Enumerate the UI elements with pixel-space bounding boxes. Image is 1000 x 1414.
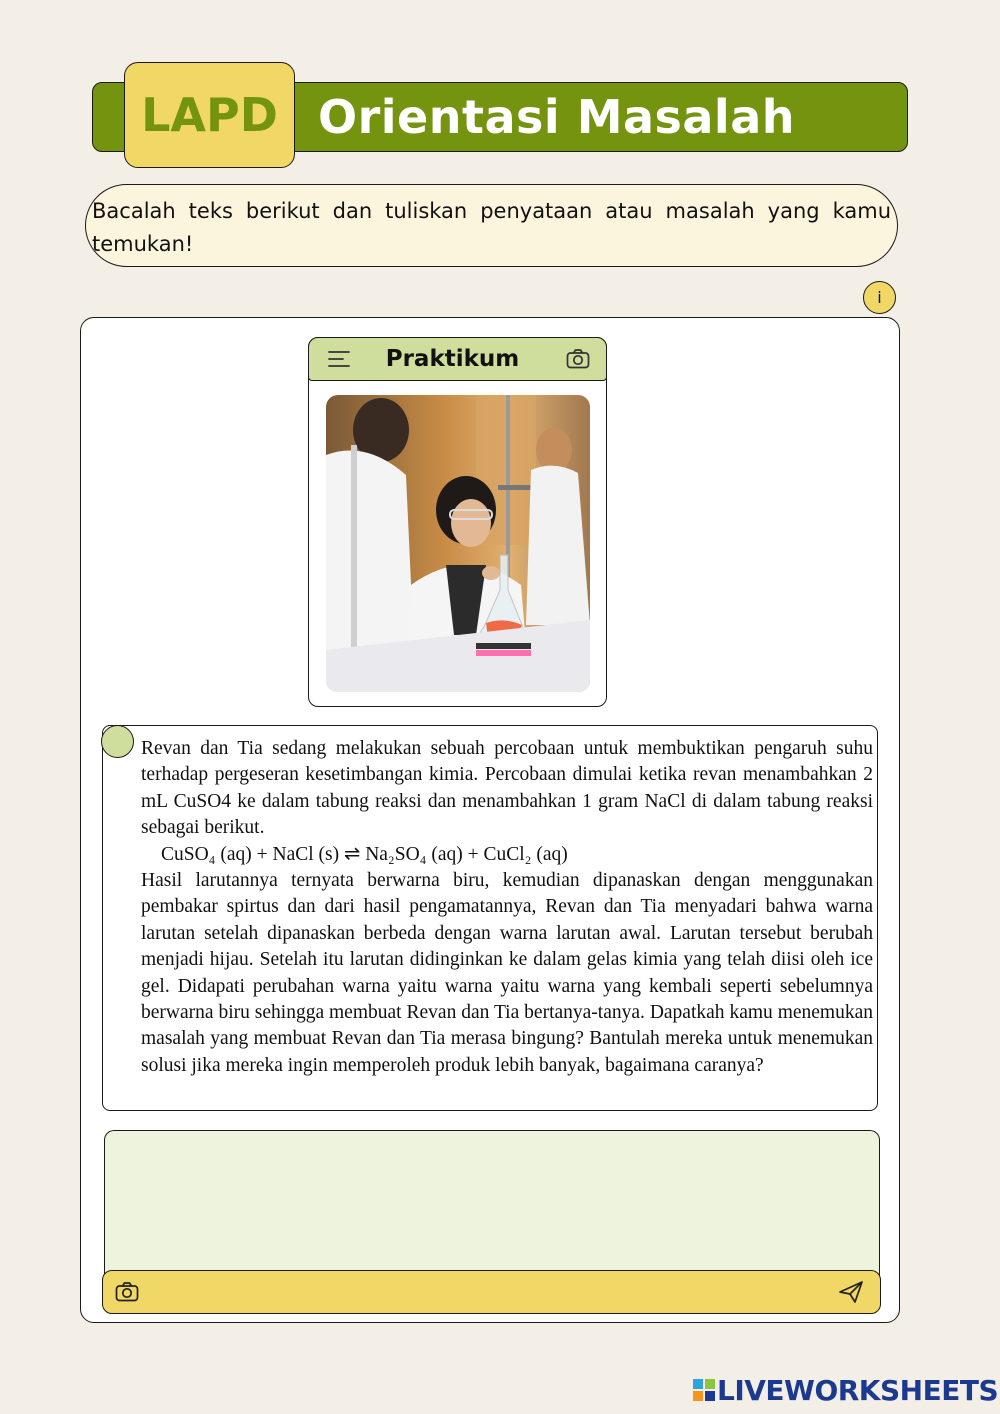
- liveworksheets-logo-icon: [693, 1379, 715, 1401]
- lapd-badge-label: LAPD: [141, 88, 278, 142]
- phone-title: Praktikum: [385, 346, 520, 372]
- story-paragraph-2: Hasil larutannya ternyata berwarna biru, kemudian dipanaskan dengan menggunakan pembakar spirtus dan dari hasil pengamatannya, Revan dan Tia menyadari bahwa warna larutan setelah dipanaskan berbeda dengan warna larutan awal. Larutan tersebut berubah menjadi hijau. Setelah itu larutan didinginkan ke dalam gelas kimia yang telah diisi oleh ice gel. Didapati perubahan warna yaitu warna yaitu warna yang kembali seperti sebelumnya berwarna biru sehingga membuat Revan dan Tia bertanya-tanya. Dapatkah kamu menemukan masalah yang membuat Revan dan Tia merasa bingung? Bantulah mereka untuk menemukan solusi jika mereka ingin memperoleh produk lebih banyak, bagaimana caranya?: [141, 870, 873, 1076]
- hamburger-menu-icon: [328, 349, 350, 369]
- reaction-equation: CuSO₄ (aq) + NaCl (s) ⇌ Na₂SO₄ (aq) + CuCl₂ (aq): [161, 843, 568, 865]
- story-marker: [101, 725, 134, 758]
- lapd-badge: [124, 62, 295, 168]
- liveworksheets-brand: [693, 1372, 998, 1408]
- page-title: Orientasi Masalah: [318, 90, 795, 144]
- instruction-text: Bacalah teks berikut dan tuliskan penyataan atau masalah yang kamu temukan!: [85, 184, 898, 267]
- story-paragraph-1: Revan dan Tia sedang melakukan sebuah percobaan untuk membuktikan pengaruh suhu terhadap pergeseran kesetimbangan kimia. Percobaan dimulai ketika revan menambahkan 2 mL CuSO4 ke dalam tabung reaksi dan menambahkan 1 gram NaCl di dalam tabung reaksi sebagai berikut.: [141, 738, 873, 839]
- info-icon[interactable]: i: [863, 281, 896, 314]
- story-text: [141, 736, 873, 1079]
- brand-name: LIVEWORKSHEETS: [717, 1373, 999, 1407]
- lab-practicum-photo: [326, 395, 590, 692]
- camera-icon[interactable]: [115, 1281, 139, 1303]
- answer-input[interactable]: [106, 1132, 878, 1268]
- camera-icon[interactable]: [566, 348, 590, 370]
- composer-bar: [102, 1270, 881, 1314]
- send-icon[interactable]: [838, 1280, 864, 1304]
